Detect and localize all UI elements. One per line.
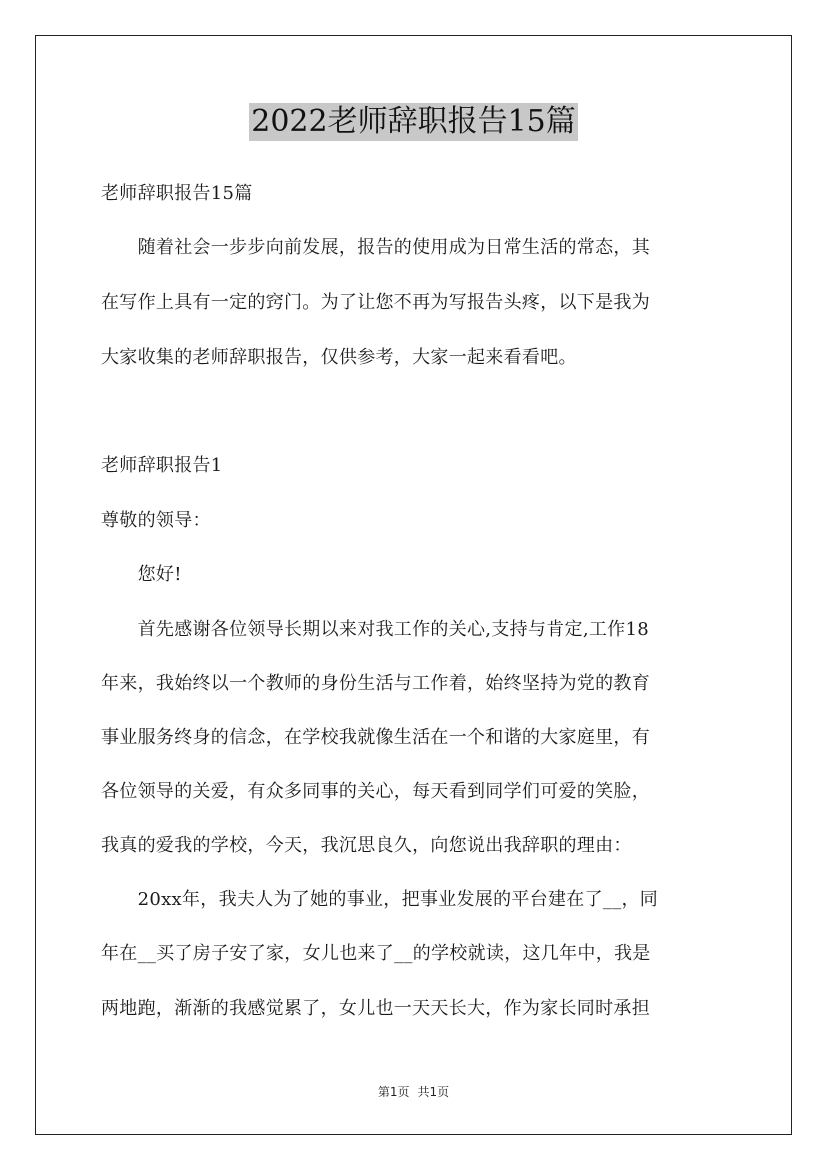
document-title: 2022老师辞职报告15篇: [251, 104, 576, 139]
greeting-line: 您好!: [101, 564, 182, 585]
paragraph-line: 20xx年，我夫人为了她的事业，把事业发展的平台建在了__，同: [101, 889, 659, 910]
paragraph-line: 在写作上具有一定的窍门。为了让您不再为写报告头疼，以下是我为: [101, 292, 650, 313]
page-number: 第1页: [377, 1085, 410, 1099]
paragraph-line: 首先感谢各位领导长期以来对我工作的关心,支持与肯定,工作18: [101, 619, 649, 640]
title-wrap: [0, 103, 827, 141]
paragraph-line: 大家收集的老师辞职报告，仅供参考，大家一起来看看吧。: [101, 347, 577, 368]
paragraph-line: 事业服务终身的信念，在学校我就像生活在一个和谐的大家庭里，有: [101, 727, 650, 748]
section-heading: 老师辞职报告1: [101, 455, 223, 476]
paragraph-line: 我真的爱我的学校，今天，我沉思良久，向您说出我辞职的理由：: [101, 835, 632, 856]
paragraph-line: 年来，我始终以一个教师的身份生活与工作着，始终坚持为党的教育: [101, 673, 650, 694]
subtitle-line: 老师辞职报告15篇: [101, 183, 253, 204]
salutation-line: 尊敬的领导：: [101, 510, 211, 531]
paragraph-line: 各位领导的关爱，有众多同事的关心，每天看到同学们可爱的笑脸，: [101, 781, 650, 802]
paragraph-line: 随着社会一步步向前发展，报告的使用成为日常生活的常态，其: [101, 237, 650, 258]
page-footer: [0, 1083, 827, 1100]
paragraph-line: 年在__买了房子安了家，女儿也来了__的学校就读，这几年中，我是: [101, 943, 651, 964]
paragraph-line: 两地跑，渐渐的我感觉累了，女儿也一天天长大，作为家长同时承担: [101, 998, 650, 1019]
page-total: 共1页: [417, 1085, 450, 1099]
